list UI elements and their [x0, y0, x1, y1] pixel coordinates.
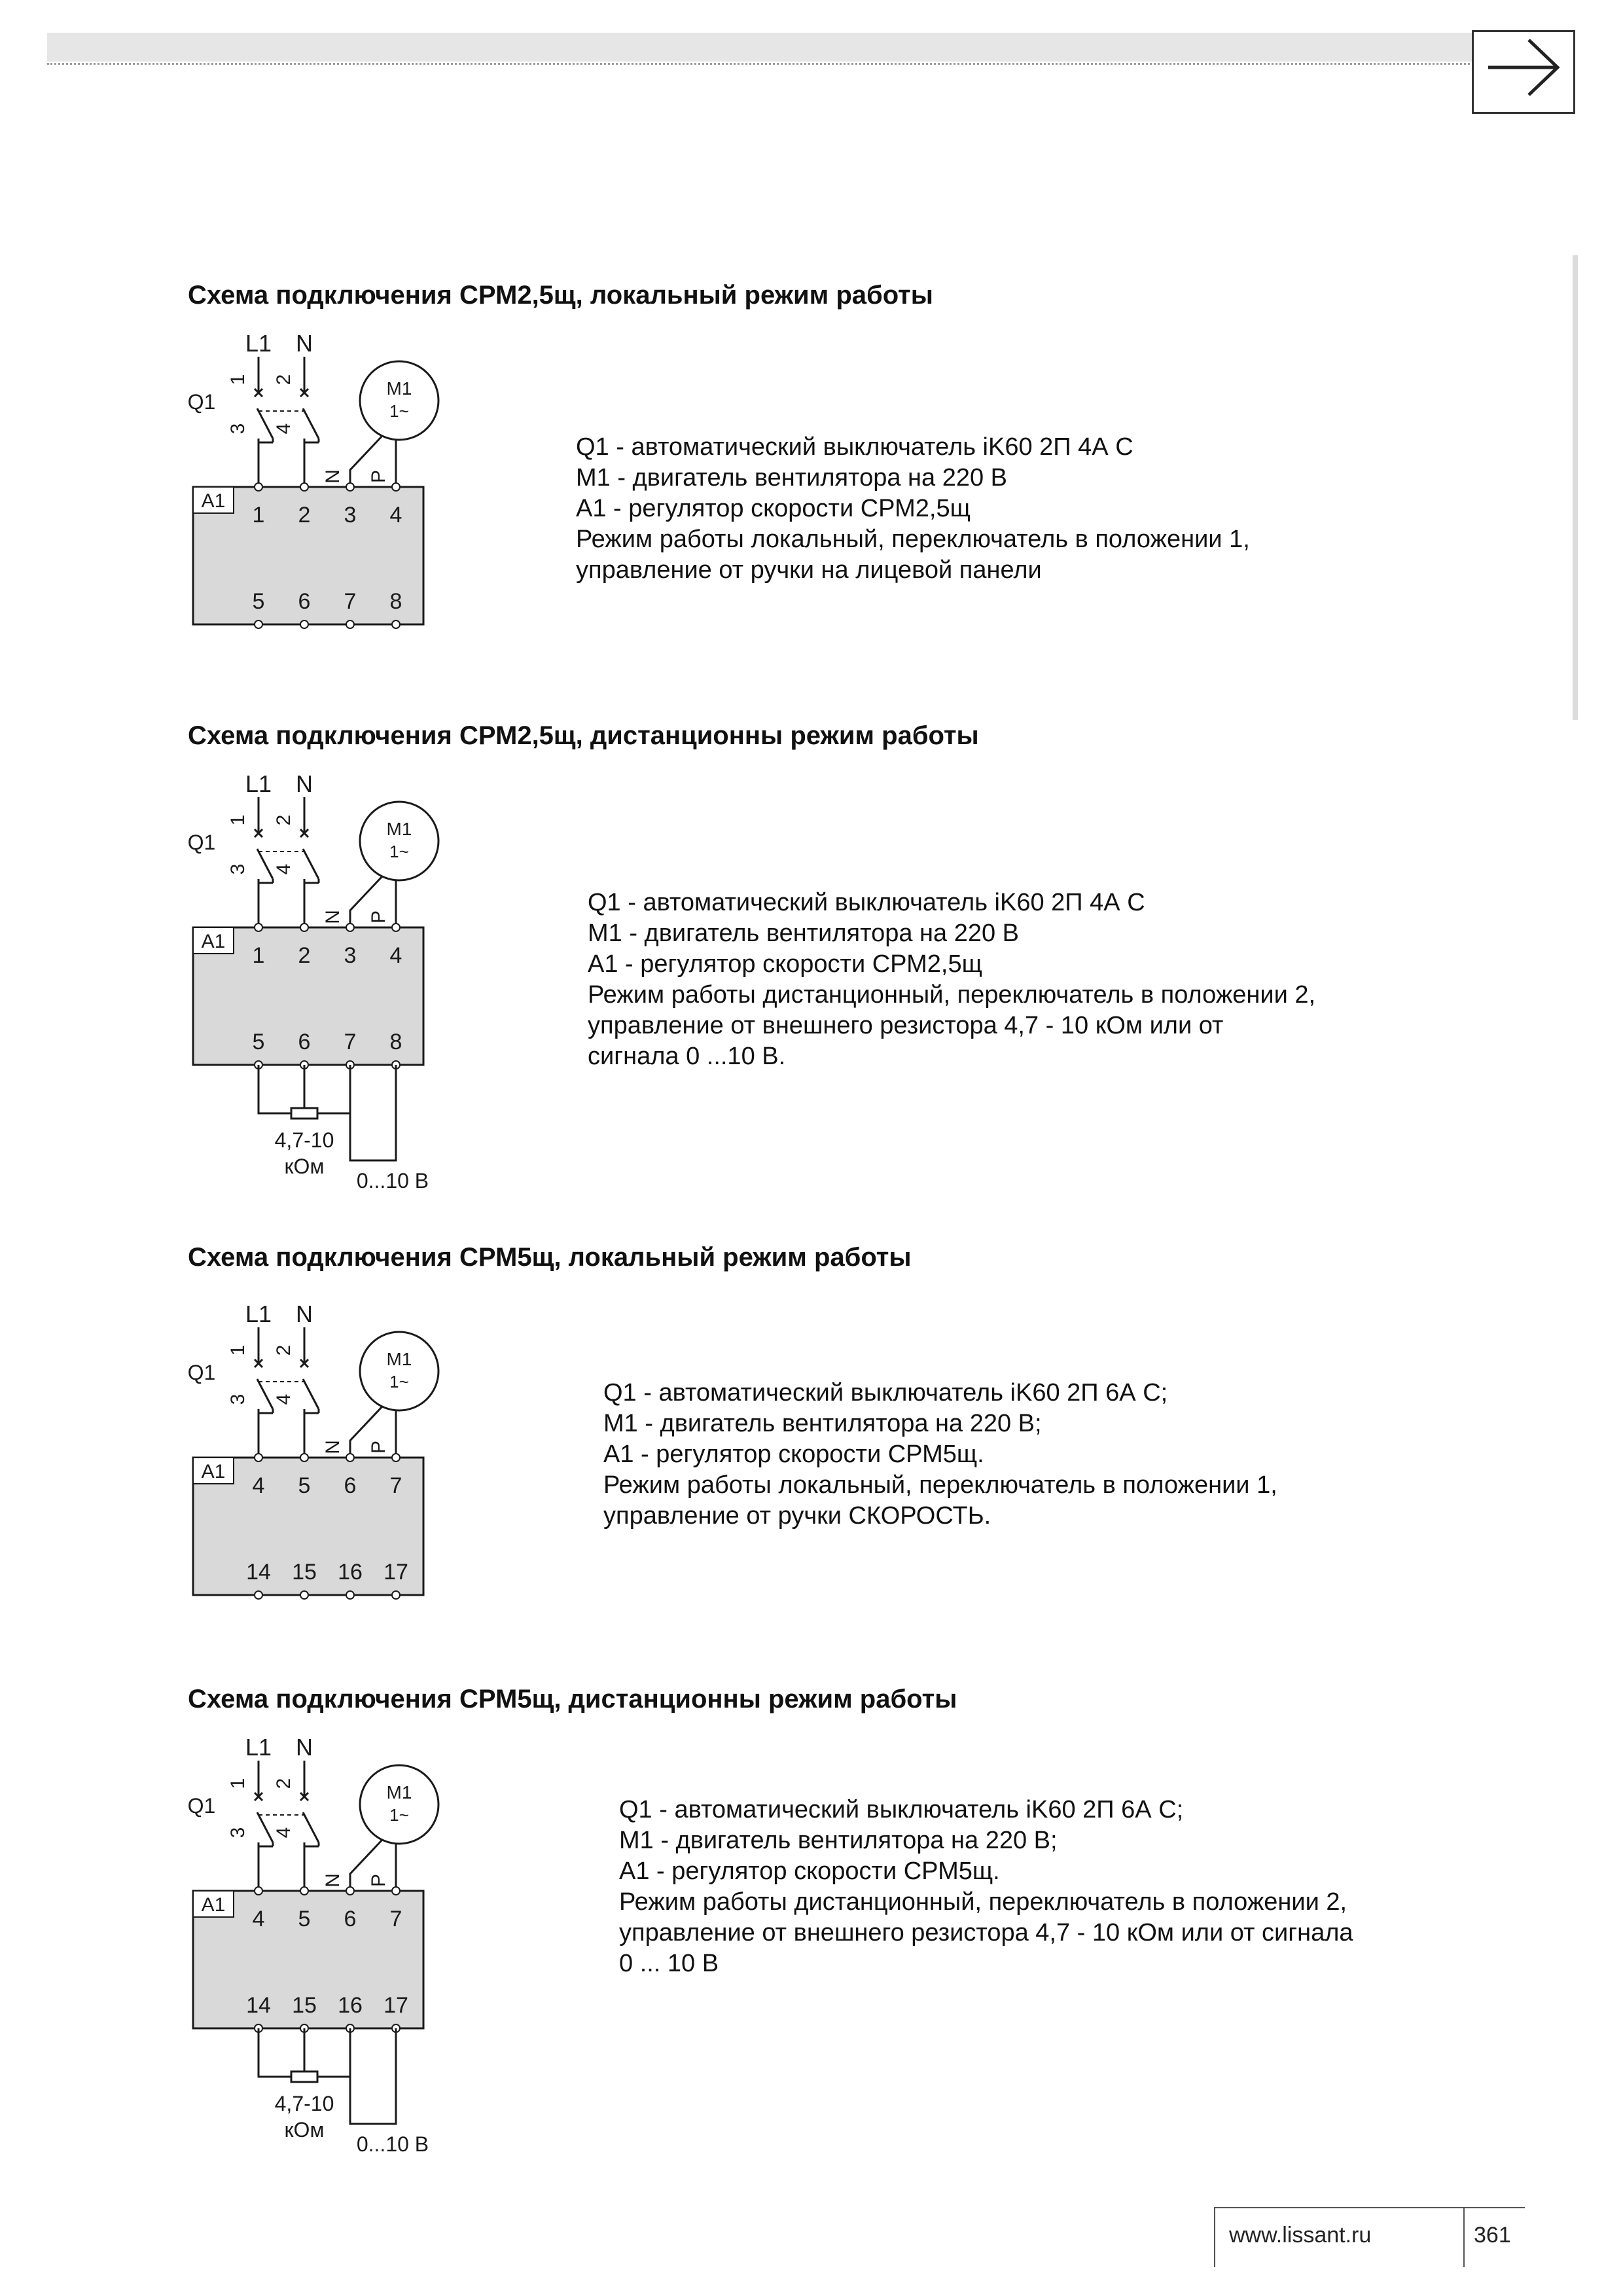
device-label: A1: [201, 1461, 226, 1482]
section-title: Схема подключения СРМ2,5щ, локальный режим работы: [188, 281, 933, 310]
terminal-bottom: [346, 620, 354, 628]
device-label: A1: [201, 1894, 226, 1916]
motor-label: M1: [386, 819, 412, 839]
breaker-contact: [303, 849, 319, 879]
footer-url-link[interactable]: www.lissant.ru: [1229, 2223, 1372, 2248]
terminal-top: [300, 924, 308, 931]
breaker-contact: [257, 1812, 273, 1842]
breaker-pin-bottom: 4: [273, 423, 294, 435]
description-line: Режим работы локальный, переключатель в положении 1,: [576, 526, 1250, 553]
breaker-pin-top: 1: [227, 814, 249, 826]
terminal-bottom: [392, 620, 400, 628]
motor-type: 1~: [389, 842, 409, 861]
supply-label-n: N: [296, 1300, 313, 1327]
description-line: М1 - двигатель вентилятора на 220 В: [588, 920, 1020, 947]
wire-label-p: P: [368, 469, 389, 484]
terminal-bottom-label: 17: [383, 1993, 408, 2018]
motor-symbol: [360, 802, 438, 880]
terminal-bottom: [346, 1591, 354, 1599]
motor-type: 1~: [389, 401, 409, 421]
terminal-bottom: [255, 1591, 262, 1599]
description-line: управление от внешнего резистора 4,7 - 10 кОм или от сигнала: [619, 1919, 1353, 1946]
description-line: Q1 - автоматический выключатель iK60 2П 4А С: [588, 889, 1145, 916]
terminal-top: [346, 483, 354, 491]
description-line: Q1 - автоматический выключатель iK60 2П 6А С;: [603, 1379, 1168, 1407]
footer-divider: [1463, 2207, 1465, 2267]
description-line: управление от ручки СКОРОСТЬ.: [603, 1502, 991, 1530]
terminal-top: [346, 1454, 354, 1462]
terminal-bottom: [255, 620, 262, 628]
terminal-bottom-label: 16: [338, 1993, 363, 2018]
breaker-contact: [257, 849, 273, 879]
terminal-bottom-label: 6: [298, 1030, 311, 1054]
description-line: М1 - двигатель вентилятора на 220 В;: [603, 1410, 1042, 1437]
section-title: Схема подключения СРМ5щ, локальный режим работы: [188, 1243, 912, 1272]
device-label: A1: [201, 490, 226, 512]
supply-label-l1: L1: [245, 1300, 272, 1327]
breaker-pin-bottom: 3: [227, 1827, 249, 1839]
description-line: Q1 - автоматический выключатель iK60 2П 6А С;: [619, 1796, 1184, 1823]
terminal-top: [300, 1887, 308, 1895]
terminal-top-label: 6: [344, 1907, 357, 1931]
breaker-pin-top: 2: [273, 1778, 294, 1789]
terminal-top: [255, 1454, 262, 1462]
terminal-bottom-label: 5: [252, 1030, 265, 1054]
wiring-diagram: [177, 327, 465, 638]
terminal-bottom-label: 15: [292, 1560, 317, 1585]
terminal-top-label: 4: [252, 1907, 265, 1931]
resistor-symbol: [291, 1108, 317, 1119]
terminal-top: [346, 1887, 354, 1895]
signal-wire: [350, 1065, 396, 1160]
terminal-top: [300, 483, 308, 491]
terminal-top-label: 2: [298, 503, 311, 528]
description-line: Режим работы дистанционный, переключатель в положении 2,: [619, 1888, 1347, 1916]
wire-label-n: N: [322, 910, 344, 924]
terminal-bottom-label: 8: [389, 589, 402, 614]
wire-label-n: N: [322, 1440, 344, 1454]
terminal-bottom: [300, 620, 308, 628]
terminal-top: [392, 924, 400, 931]
breaker-pin-bottom: 3: [227, 423, 249, 435]
breaker-contact: [257, 1379, 273, 1409]
terminal-top-label: 2: [298, 943, 311, 968]
description-line: управление от внешнего резистора 4,7 - 10 кОм или от: [588, 1012, 1224, 1039]
terminal-bottom: [300, 1591, 308, 1599]
breaker-pin-bottom: 4: [273, 863, 294, 875]
breaker-pin-top: 2: [273, 814, 294, 826]
terminal-top: [392, 1454, 400, 1462]
next-page-button[interactable]: [1472, 30, 1575, 114]
breaker-pin-top: 2: [273, 374, 294, 386]
description-line: А1 - регулятор скорости СРМ2,5щ: [588, 950, 982, 978]
resistor-value: 4,7-10: [274, 1128, 334, 1152]
breaker-label: Q1: [187, 1794, 216, 1818]
signal-label: 0...10 В: [356, 2132, 429, 2156]
supply-label-n: N: [296, 770, 313, 797]
resistor-unit: кОм: [284, 1155, 325, 1178]
terminal-bottom: [392, 1591, 400, 1599]
resistor-symbol: [291, 2072, 317, 2082]
terminal-top-label: 5: [298, 1907, 311, 1931]
terminal-bottom-label: 17: [383, 1560, 408, 1585]
motor-type: 1~: [389, 1372, 409, 1391]
breaker-contact: [303, 1379, 319, 1409]
wire-label-n: N: [322, 469, 344, 484]
terminal-top-label: 4: [252, 1473, 265, 1498]
terminal-bottom-label: 14: [246, 1993, 271, 2018]
resistor-value: 4,7-10: [274, 2092, 334, 2115]
wire-label-p: P: [368, 910, 389, 924]
terminal-bottom-label: 8: [389, 1030, 402, 1054]
terminal-top-label: 1: [252, 503, 265, 528]
motor-label: M1: [386, 378, 412, 399]
terminal-bottom-label: 7: [344, 1030, 357, 1054]
terminal-bottom-label: 5: [252, 589, 265, 614]
header-bar: [47, 33, 1474, 62]
signal-wire: [350, 2028, 396, 2124]
breaker-pin-top: 1: [227, 374, 249, 386]
page-number: 361: [1474, 2223, 1511, 2248]
description-line: Режим работы локальный, переключатель в положении 1,: [603, 1471, 1277, 1499]
breaker-contact: [303, 1812, 319, 1842]
wiring-diagram-svg: [177, 768, 465, 1200]
terminal-top-label: 4: [389, 503, 402, 528]
section-description: [588, 888, 1315, 1072]
supply-label-n: N: [296, 330, 313, 357]
terminal-top: [346, 924, 354, 931]
terminal-top-label: 3: [344, 503, 357, 528]
motor-symbol: [360, 1332, 438, 1410]
wire-label-p: P: [368, 1873, 389, 1888]
wiring-diagram-svg: [177, 327, 465, 635]
device-label: A1: [201, 931, 226, 952]
motor-symbol: [360, 1765, 438, 1844]
section-description: [619, 1795, 1353, 1979]
breaker-pin-top: 1: [227, 1778, 249, 1789]
wiring-diagram-svg: [177, 1731, 465, 2163]
terminal-top-label: 7: [389, 1907, 402, 1931]
supply-label-n: N: [296, 1734, 313, 1761]
section-description: [576, 432, 1250, 586]
description-line: А1 - регулятор скорости СРМ5щ.: [619, 1857, 1000, 1885]
description-line: Режим работы дистанционный, переключатель в положении 2,: [588, 981, 1316, 1009]
terminal-top-label: 3: [344, 943, 357, 968]
resistor-unit: кОм: [284, 2118, 325, 2142]
wiring-diagram: [177, 1298, 465, 1609]
breaker-pin-bottom: 3: [227, 863, 249, 875]
breaker-pin-top: 1: [227, 1344, 249, 1356]
breaker-label: Q1: [187, 831, 216, 854]
terminal-bottom-label: 14: [246, 1560, 271, 1585]
section-description: [603, 1378, 1277, 1532]
wiring-diagram: [177, 768, 465, 1203]
breaker-label: Q1: [187, 1361, 216, 1384]
wiring-diagram: [177, 1731, 465, 2166]
motor-label: M1: [386, 1782, 412, 1803]
description-line: М1 - двигатель вентилятора на 220 В: [576, 464, 1008, 492]
wire-label-n: N: [322, 1873, 344, 1888]
breaker-pin-bottom: 3: [227, 1393, 249, 1405]
terminal-top: [392, 483, 400, 491]
terminal-top-label: 4: [389, 943, 402, 968]
terminal-top: [255, 1887, 262, 1895]
description-line: А1 - регулятор скорости СРМ2,5щ: [576, 495, 971, 522]
breaker-label: Q1: [187, 390, 216, 414]
breaker-pin-bottom: 4: [273, 1393, 294, 1405]
header-dotted-rule: [47, 63, 1474, 65]
section-title: Схема подключения СРМ5щ, дистанционны режим работы: [188, 1685, 957, 1713]
breaker-contact: [257, 408, 273, 439]
description-line: Q1 - автоматический выключатель iK60 2П 4А С: [576, 433, 1133, 461]
description-line: А1 - регулятор скорости СРМ5щ.: [603, 1441, 984, 1468]
terminal-top-label: 1: [252, 943, 265, 968]
terminal-top: [255, 483, 262, 491]
signal-label: 0...10 В: [356, 1169, 429, 1193]
side-margin-mark: [1573, 255, 1578, 720]
terminal-top: [300, 1454, 308, 1462]
breaker-pin-bottom: 4: [273, 1827, 294, 1839]
supply-label-l1: L1: [245, 1734, 272, 1761]
description-line: М1 - двигатель вентилятора на 220 В;: [619, 1827, 1058, 1854]
description-line: 0 ... 10 В: [619, 1950, 719, 1977]
terminal-top: [392, 1887, 400, 1895]
wire-label-p: P: [368, 1440, 389, 1454]
terminal-top-label: 5: [298, 1473, 311, 1498]
terminal-top-label: 7: [389, 1473, 402, 1498]
arrow-right-icon: [1474, 32, 1573, 112]
supply-label-l1: L1: [245, 770, 272, 797]
motor-type: 1~: [389, 1805, 409, 1825]
supply-label-l1: L1: [245, 330, 272, 357]
description-line: управление от ручки на лицевой панели: [576, 556, 1042, 584]
description-line: сигнала 0 ...10 В.: [588, 1043, 786, 1070]
motor-label: M1: [386, 1349, 412, 1369]
terminal-top-label: 6: [344, 1473, 357, 1498]
motor-symbol: [360, 361, 438, 440]
breaker-contact: [303, 408, 319, 439]
terminal-bottom-label: 15: [292, 1993, 317, 2018]
breaker-pin-top: 2: [273, 1344, 294, 1356]
terminal-bottom-label: 7: [344, 589, 357, 614]
wiring-diagram-svg: [177, 1298, 465, 1605]
section-title: Схема подключения СРМ2,5щ, дистанционны режим работы: [188, 721, 979, 750]
terminal-bottom-label: 6: [298, 589, 311, 614]
terminal-top: [255, 924, 262, 931]
terminal-bottom-label: 16: [338, 1560, 363, 1585]
